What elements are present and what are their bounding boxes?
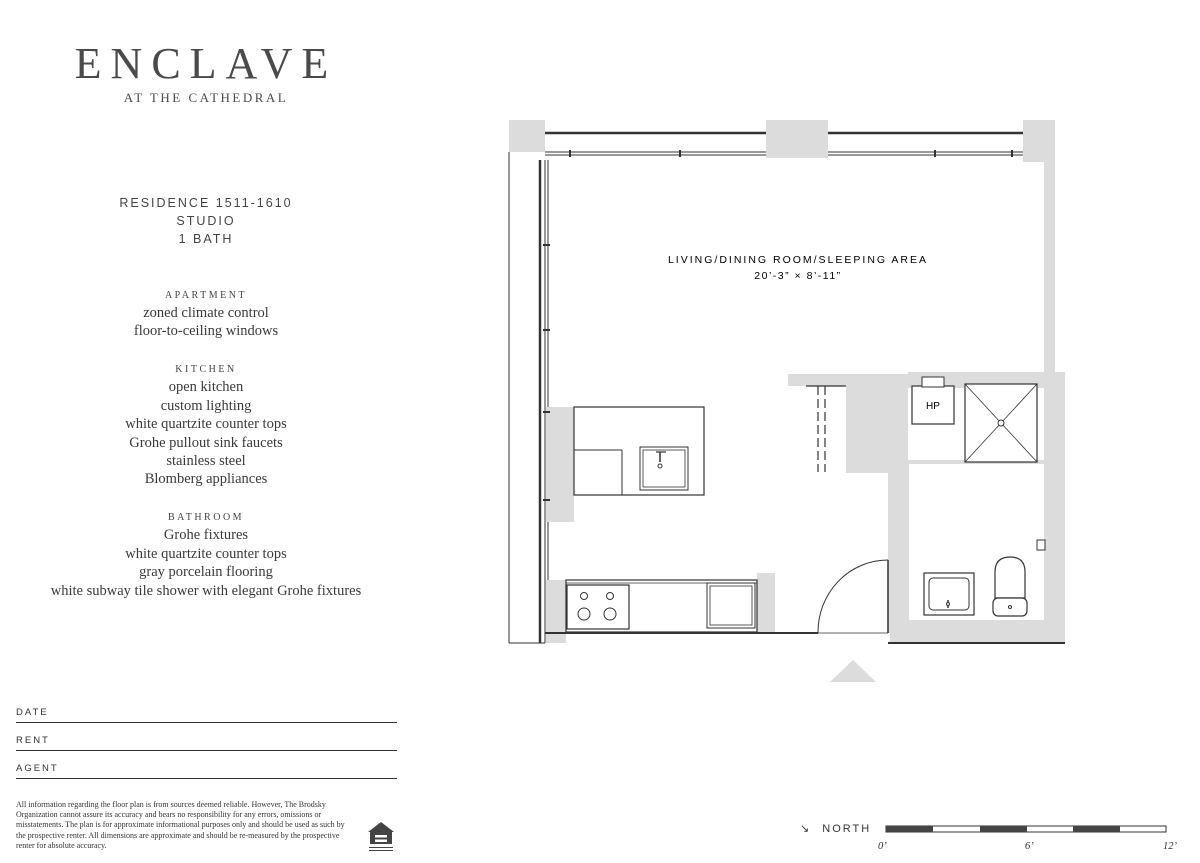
feature-item: zoned climate control [143,305,269,321]
kitchen-island [574,407,704,495]
feature-item: gray porcelain flooring [139,564,273,580]
feature-item: Grohe pullout sink faucets [129,435,283,451]
feature-item: Blomberg appliances [144,471,268,487]
section-heading-bathroom: BATHROOM [167,512,245,523]
north-indicator [800,822,871,835]
feature-item: stainless steel [166,453,246,469]
scale-label: 6’ [1025,841,1034,852]
left-window-wall [509,152,550,643]
scale-label: 0’ [878,841,887,852]
agent-field: AGENT [16,763,397,779]
north-arrow-icon: ↘ [800,823,812,835]
residence-type: STUDIO [176,214,236,228]
date-field: DATE [16,707,397,723]
brand-logo: ENCLAVE [74,39,338,88]
feature-item: white subway tile shower with elegant Grohe fixtures [50,583,362,599]
section-heading-kitchen: KITCHEN [175,364,237,375]
kitchen-counter [566,580,757,632]
residence-title: RESIDENCE 1511-1610 [119,196,293,210]
bathroom-sink [924,573,974,615]
north-label: NORTH [822,823,872,835]
room-name-label: LIVING/DINING ROOM/SLEEPING AREA [667,254,929,266]
section-heading-apartment: APARTMENT [164,290,248,301]
residence-bath: 1 BATH [178,232,234,246]
feature-item: open kitchen [168,379,244,395]
disclaimer-text: All information regarding the floor plan is from sources deemed reliable. However, The Brodsky Organization cannot assure its accuracy and bears no responsibility for any errors, omissions or misstatements. The plan is for approximate informational purposes only and should be used as such by the prospective renter. All dimensions are approximate and should be re-measured by the prospective renter for absolute accuracy. [16,800,345,850]
floor-plan-walls [509,120,1065,644]
feature-item: white quartzite counter tops [125,416,287,432]
shower [965,384,1037,462]
entry-arrow [830,660,876,682]
entry-door [818,560,888,633]
rent-field: RENT [16,735,397,751]
scale-label: 12’ [1163,841,1177,852]
feature-item: floor-to-ceiling windows [133,323,279,339]
feature-item: white quartzite counter tops [125,546,287,562]
closet-doors [806,386,846,472]
room-dims-label: 20’-3” × 8’-11” [754,270,842,282]
toilet [993,557,1027,616]
paper-holder [1037,540,1045,550]
brand-subtitle: AT THE CATHEDRAL [123,90,289,105]
feature-item: Grohe fixtures [163,527,249,543]
hp-label: HP [926,401,940,412]
scale-bar [880,824,1172,836]
floor-plan [500,110,1080,690]
equal-housing-icon [366,820,396,854]
feature-item: custom lighting [160,398,252,414]
